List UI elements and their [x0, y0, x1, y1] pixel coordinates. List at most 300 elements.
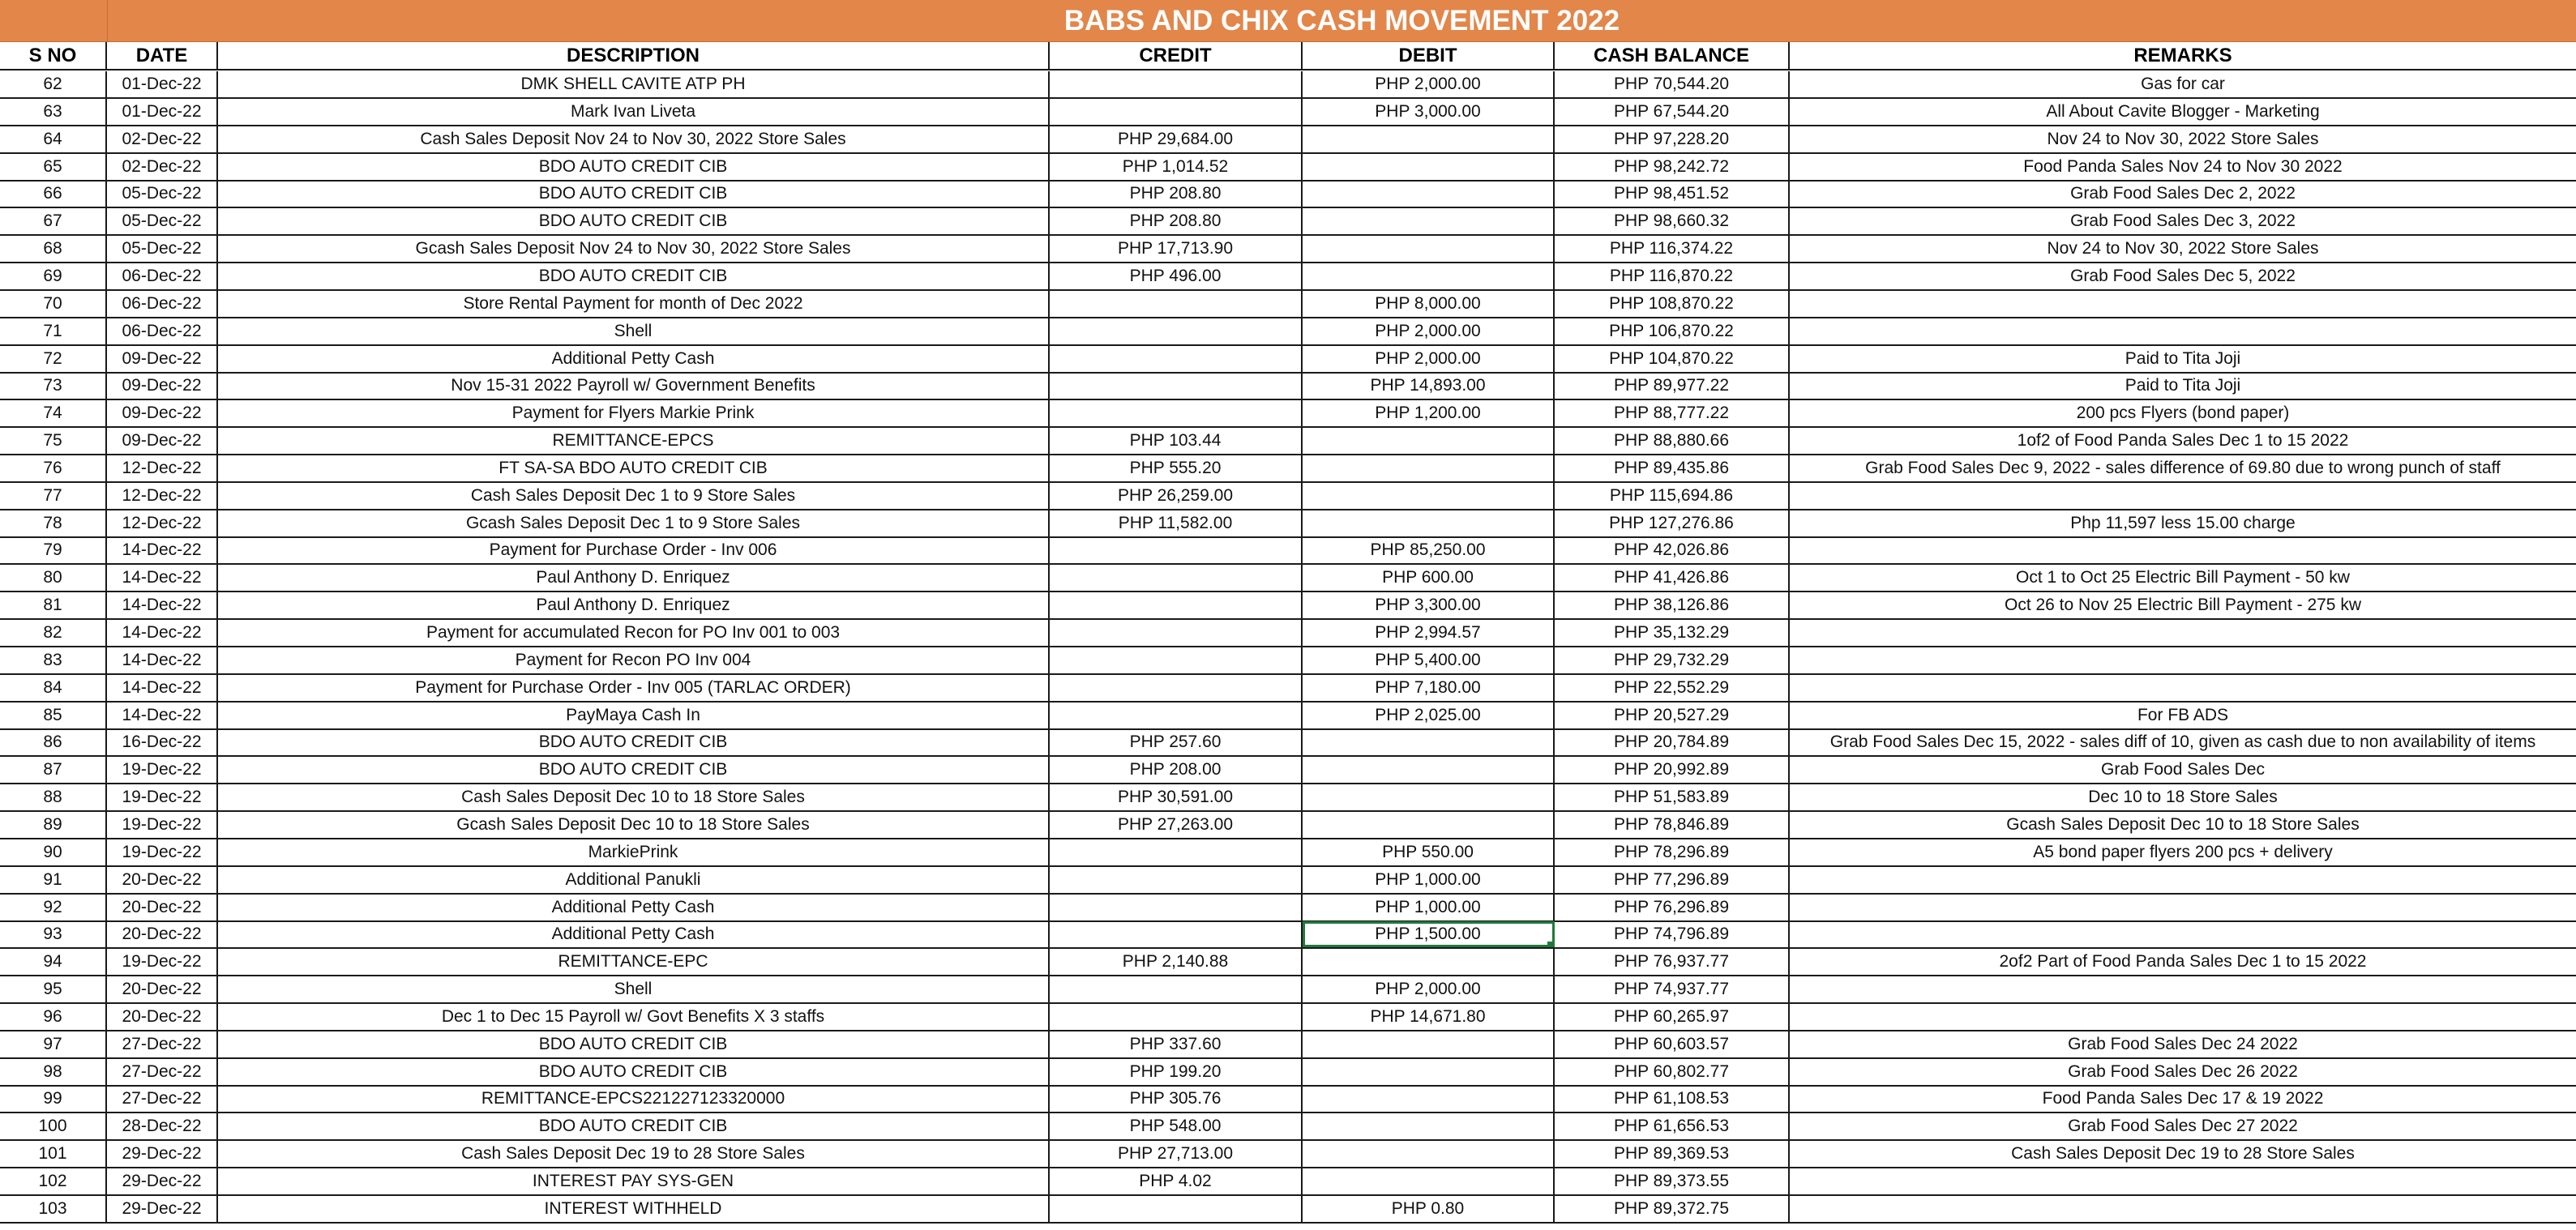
cell-date[interactable]: 27-Dec-22 [107, 1031, 218, 1057]
cell-cash-balance[interactable]: PHP 76,937.77 [1555, 949, 1790, 975]
cell-description[interactable]: Mark Ivan Liveta [218, 99, 1050, 125]
cell-date[interactable]: 14-Dec-22 [107, 537, 218, 563]
cell-date[interactable]: 06-Dec-22 [107, 318, 218, 344]
cell-remarks[interactable]: Paid to Tita Joji [2125, 348, 2241, 368]
cell-sno[interactable]: 73 [0, 373, 107, 399]
cell-description[interactable]: BDO AUTO CREDIT CIB [218, 1031, 1050, 1057]
cell-remarks[interactable]: Grab Food Sales Dec 2, 2022 [2070, 184, 2296, 203]
cell-description[interactable]: Paul Anthony D. Enriquez [218, 592, 1050, 618]
cell-credit[interactable] [1050, 921, 1303, 947]
cell-debit[interactable]: PHP 85,250.00 [1303, 537, 1555, 563]
cell-credit[interactable] [1050, 400, 1303, 426]
cell-cash-balance[interactable]: PHP 20,527.29 [1555, 703, 1790, 728]
cell-cash-balance[interactable]: PHP 104,870.22 [1555, 346, 1790, 372]
cell-debit[interactable] [1303, 757, 1555, 783]
selected-cell[interactable]: PHP 1,500.00 [1303, 921, 1555, 947]
cell-date[interactable]: 27-Dec-22 [107, 1086, 218, 1112]
cell-description[interactable]: REMITTANCE-EPC [218, 949, 1050, 975]
cell-cash-balance[interactable]: PHP 115,694.86 [1555, 483, 1790, 509]
cell-debit[interactable]: PHP 2,994.57 [1303, 620, 1555, 646]
cell-sno[interactable]: 71 [0, 318, 107, 344]
cell-remarks[interactable]: 200 pcs Flyers (bond paper) [2076, 404, 2290, 423]
cell-cash-balance[interactable]: PHP 98,451.52 [1555, 181, 1790, 207]
cell-sno[interactable]: 79 [0, 537, 107, 563]
cell-cash-balance[interactable]: PHP 88,777.22 [1555, 400, 1790, 426]
cell-cash-balance[interactable]: PHP 42,026.86 [1555, 537, 1790, 563]
cell-sno[interactable]: 77 [0, 483, 107, 509]
cell-date[interactable]: 20-Dec-22 [107, 895, 218, 920]
cell-cash-balance[interactable]: PHP 60,802.77 [1555, 1059, 1790, 1085]
header-remarks[interactable]: REMARKS [2133, 44, 2232, 66]
cell-credit[interactable] [1050, 318, 1303, 344]
cell-debit[interactable] [1303, 1141, 1555, 1167]
cell-sno[interactable]: 103 [0, 1196, 107, 1222]
cell-description[interactable]: Payment for Purchase Order - Inv 005 (TARLAC ORDER) [218, 675, 1050, 701]
cell-credit[interactable] [1050, 867, 1303, 893]
cell-description[interactable]: Nov 15-31 2022 Payroll w/ Government Benefits [218, 373, 1050, 399]
cell-date[interactable]: 01-Dec-22 [107, 71, 218, 97]
cell-debit[interactable]: PHP 2,000.00 [1303, 976, 1555, 1002]
cell-remarks[interactable]: Grab Food Sales Dec 15, 2022 - sales diff of 10, given as cash due to non availability of items [1829, 732, 2536, 752]
cell-debit[interactable] [1303, 126, 1555, 152]
cell-remarks[interactable]: Oct 26 to Nov 25 Electric Bill Payment - 275 kw [2004, 596, 2361, 615]
cell-remarks[interactable]: Cash Sales Deposit Dec 19 to 28 Store Sales [2011, 1144, 2355, 1164]
cell-cash-balance[interactable]: PHP 106,870.22 [1555, 318, 1790, 344]
cell-cash-balance[interactable]: PHP 20,784.89 [1555, 729, 1790, 755]
cell-credit[interactable]: PHP 30,591.00 [1050, 784, 1303, 810]
cell-debit[interactable] [1303, 1031, 1555, 1057]
cell-cash-balance[interactable]: PHP 116,870.22 [1555, 263, 1790, 289]
cell-date[interactable]: 09-Dec-22 [107, 346, 218, 372]
cell-sno[interactable]: 97 [0, 1031, 107, 1057]
cell-description[interactable]: Gcash Sales Deposit Nov 24 to Nov 30, 2022 Store Sales [218, 236, 1050, 262]
cell-description[interactable]: Store Rental Payment for month of Dec 2022 [218, 291, 1050, 317]
cell-date[interactable]: 05-Dec-22 [107, 236, 218, 262]
cell-remarks[interactable] [1790, 1196, 2576, 1222]
cell-remarks[interactable] [1790, 537, 2576, 563]
cell-credit[interactable]: PHP 257.60 [1050, 729, 1303, 755]
cell-debit[interactable] [1303, 510, 1555, 536]
cell-cash-balance[interactable]: PHP 60,603.57 [1555, 1031, 1790, 1057]
cell-credit[interactable] [1050, 71, 1303, 97]
cell-sno[interactable]: 74 [0, 400, 107, 426]
cell-sno[interactable]: 92 [0, 895, 107, 920]
cell-debit[interactable]: PHP 1,000.00 [1303, 895, 1555, 920]
cell-date[interactable]: 28-Dec-22 [107, 1113, 218, 1139]
cell-cash-balance[interactable]: PHP 116,374.22 [1555, 236, 1790, 262]
cell-credit[interactable]: PHP 208.80 [1050, 181, 1303, 207]
cell-date[interactable]: 06-Dec-22 [107, 263, 218, 289]
cell-debit[interactable] [1303, 1113, 1555, 1139]
cell-cash-balance[interactable]: PHP 51,583.89 [1555, 784, 1790, 810]
cell-credit[interactable] [1050, 99, 1303, 125]
cell-remarks[interactable]: Dec 10 to 18 Store Sales [2088, 788, 2278, 807]
cell-sno[interactable]: 68 [0, 236, 107, 262]
cell-date[interactable]: 06-Dec-22 [107, 291, 218, 317]
cell-remarks[interactable]: Grab Food Sales Dec 27 2022 [2068, 1117, 2298, 1136]
cell-sno[interactable]: 64 [0, 126, 107, 152]
cell-remarks[interactable] [1790, 647, 2576, 673]
cell-credit[interactable] [1050, 346, 1303, 372]
cell-cash-balance[interactable]: PHP 89,435.86 [1555, 455, 1790, 481]
cell-description[interactable]: BDO AUTO CREDIT CIB [218, 1059, 1050, 1085]
cell-cash-balance[interactable]: PHP 67,544.20 [1555, 99, 1790, 125]
cell-sno[interactable]: 76 [0, 455, 107, 481]
cell-cash-balance[interactable]: PHP 97,228.20 [1555, 126, 1790, 152]
cell-sno[interactable]: 88 [0, 784, 107, 810]
cell-date[interactable]: 12-Dec-22 [107, 483, 218, 509]
cell-debit[interactable]: PHP 600.00 [1303, 565, 1555, 591]
cell-date[interactable]: 12-Dec-22 [107, 510, 218, 536]
cell-description[interactable]: Payment for Recon PO Inv 004 [218, 647, 1050, 673]
cell-remarks[interactable] [1790, 675, 2576, 701]
cell-credit[interactable]: PHP 208.80 [1050, 208, 1303, 234]
cell-sno[interactable]: 81 [0, 592, 107, 618]
cell-debit[interactable]: PHP 2,000.00 [1303, 71, 1555, 97]
cell-remarks[interactable]: Paid to Tita Joji [2125, 376, 2241, 395]
cell-credit[interactable] [1050, 703, 1303, 728]
cell-date[interactable]: 20-Dec-22 [107, 867, 218, 893]
cell-description[interactable]: Additional Petty Cash [218, 895, 1050, 920]
cell-date[interactable]: 09-Dec-22 [107, 400, 218, 426]
cell-credit[interactable] [1050, 620, 1303, 646]
cell-date[interactable]: 20-Dec-22 [107, 976, 218, 1002]
cell-debit[interactable]: PHP 7,180.00 [1303, 675, 1555, 701]
cell-remarks[interactable]: Grab Food Sales Dec 9, 2022 - sales difference of 69.80 due to wrong punch of staff [1865, 458, 2501, 477]
cell-date[interactable]: 14-Dec-22 [107, 620, 218, 646]
cell-remarks[interactable]: Oct 1 to Oct 25 Electric Bill Payment - 50 kw [2016, 568, 2350, 587]
cell-remarks[interactable] [1790, 976, 2576, 1002]
cell-remarks[interactable]: For FB ADS [2137, 705, 2229, 724]
cell-debit[interactable]: PHP 2,000.00 [1303, 346, 1555, 372]
cell-remarks[interactable]: 1of2 of Food Panda Sales Dec 1 to 15 2022 [2017, 431, 2349, 451]
cell-credit[interactable]: PHP 199.20 [1050, 1059, 1303, 1085]
cell-description[interactable]: BDO AUTO CREDIT CIB [218, 154, 1050, 180]
cell-cash-balance[interactable]: PHP 38,126.86 [1555, 592, 1790, 618]
cell-description[interactable]: Additional Panukli [218, 867, 1050, 893]
cell-date[interactable]: 14-Dec-22 [107, 592, 218, 618]
cell-description[interactable]: FT SA-SA BDO AUTO CREDIT CIB [218, 455, 1050, 481]
header-description[interactable]: DESCRIPTION [218, 42, 1050, 69]
cell-debit[interactable] [1303, 1059, 1555, 1085]
cell-debit[interactable] [1303, 729, 1555, 755]
cell-debit[interactable]: PHP 2,025.00 [1303, 703, 1555, 728]
cell-remarks[interactable] [1790, 867, 2576, 893]
sheet-title[interactable]: BABS AND CHIX CASH MOVEMENT 2022 [1063, 4, 1620, 36]
cell-date[interactable]: 02-Dec-22 [107, 154, 218, 180]
cell-description[interactable]: Shell [218, 976, 1050, 1002]
cell-description[interactable]: REMITTANCE-EPCS221227123320000 [218, 1086, 1050, 1112]
cell-date[interactable]: 05-Dec-22 [107, 181, 218, 207]
cell-date[interactable]: 19-Dec-22 [107, 812, 218, 838]
cell-date[interactable]: 14-Dec-22 [107, 647, 218, 673]
cell-remarks[interactable]: A5 bond paper flyers 200 pcs + delivery [2033, 842, 2333, 861]
cell-debit[interactable] [1303, 181, 1555, 207]
cell-remarks[interactable]: Food Panda Sales Nov 24 to Nov 30 2022 [2023, 156, 2343, 176]
cell-remarks[interactable]: Grab Food Sales Dec 24 2022 [2068, 1034, 2298, 1053]
cell-debit[interactable]: PHP 3,300.00 [1303, 592, 1555, 618]
cell-credit[interactable]: PHP 27,713.00 [1050, 1141, 1303, 1167]
cell-cash-balance[interactable]: PHP 77,296.89 [1555, 867, 1790, 893]
cell-sno[interactable]: 62 [0, 71, 107, 97]
cell-remarks[interactable] [1790, 483, 2576, 509]
cell-sno[interactable]: 82 [0, 620, 107, 646]
cell-date[interactable]: 12-Dec-22 [107, 455, 218, 481]
cell-cash-balance[interactable]: PHP 89,373.55 [1555, 1168, 1790, 1194]
cell-description[interactable]: Shell [218, 318, 1050, 344]
cell-remarks[interactable]: Nov 24 to Nov 30, 2022 Store Sales [2047, 129, 2319, 148]
cell-sno[interactable]: 87 [0, 757, 107, 783]
cell-remarks[interactable] [1790, 1168, 2576, 1194]
cell-debit[interactable]: PHP 2,000.00 [1303, 318, 1555, 344]
cell-date[interactable]: 14-Dec-22 [107, 703, 218, 728]
cell-debit[interactable] [1303, 455, 1555, 481]
cell-credit[interactable]: PHP 17,713.90 [1050, 236, 1303, 262]
cell-credit[interactable]: PHP 4.02 [1050, 1168, 1303, 1194]
cell-credit[interactable] [1050, 675, 1303, 701]
cell-remarks[interactable]: Nov 24 to Nov 30, 2022 Store Sales [2047, 239, 2319, 258]
cell-sno[interactable]: 102 [0, 1168, 107, 1194]
cell-description[interactable]: Cash Sales Deposit Dec 10 to 18 Store Sales [218, 784, 1050, 810]
cell-remarks[interactable]: Food Panda Sales Dec 17 & 19 2022 [2042, 1089, 2324, 1108]
cell-cash-balance[interactable]: PHP 89,372.75 [1555, 1196, 1790, 1222]
cell-description[interactable]: DMK SHELL CAVITE ATP PH [218, 71, 1050, 97]
cell-debit[interactable] [1303, 1168, 1555, 1194]
cell-date[interactable]: 14-Dec-22 [107, 565, 218, 591]
cell-debit[interactable] [1303, 812, 1555, 838]
cell-debit[interactable] [1303, 1086, 1555, 1112]
cell-cash-balance[interactable]: PHP 70,544.20 [1555, 71, 1790, 97]
cell-cash-balance[interactable]: PHP 88,880.66 [1555, 428, 1790, 454]
cell-debit[interactable] [1303, 483, 1555, 509]
cell-cash-balance[interactable]: PHP 108,870.22 [1555, 291, 1790, 317]
cell-remarks[interactable]: All About Cavite Blogger - Marketing [2046, 101, 2320, 121]
cell-debit[interactable]: PHP 550.00 [1303, 839, 1555, 865]
cell-debit[interactable]: PHP 1,000.00 [1303, 867, 1555, 893]
cell-debit[interactable]: PHP 0.80 [1303, 1196, 1555, 1222]
cell-description[interactable]: Payment for Purchase Order - Inv 006 [218, 537, 1050, 563]
cell-date[interactable]: 01-Dec-22 [107, 99, 218, 125]
cell-description[interactable]: BDO AUTO CREDIT CIB [218, 757, 1050, 783]
header-date[interactable]: DATE [107, 42, 218, 69]
cell-cash-balance[interactable]: PHP 78,296.89 [1555, 839, 1790, 865]
cell-description[interactable]: Payment for accumulated Recon for PO Inv 001 to 003 [218, 620, 1050, 646]
cell-description[interactable]: BDO AUTO CREDIT CIB [218, 729, 1050, 755]
cell-debit[interactable] [1303, 154, 1555, 180]
cell-date[interactable]: 14-Dec-22 [107, 675, 218, 701]
cell-debit[interactable] [1303, 428, 1555, 454]
cell-date[interactable]: 19-Dec-22 [107, 757, 218, 783]
header-credit[interactable]: CREDIT [1050, 42, 1303, 69]
cell-sno[interactable]: 72 [0, 346, 107, 372]
cell-sno[interactable]: 63 [0, 99, 107, 125]
cell-date[interactable]: 02-Dec-22 [107, 126, 218, 152]
cell-date[interactable]: 05-Dec-22 [107, 208, 218, 234]
cell-description[interactable]: PayMaya Cash In [218, 703, 1050, 728]
cell-sno[interactable]: 91 [0, 867, 107, 893]
cell-credit[interactable]: PHP 29,684.00 [1050, 126, 1303, 152]
cell-credit[interactable] [1050, 647, 1303, 673]
cell-credit[interactable] [1050, 895, 1303, 920]
cell-credit[interactable]: PHP 11,582.00 [1050, 510, 1303, 536]
cell-sno[interactable]: 84 [0, 675, 107, 701]
cell-sno[interactable]: 93 [0, 921, 107, 947]
cell-remarks[interactable] [1790, 921, 2576, 947]
cell-debit[interactable]: PHP 8,000.00 [1303, 291, 1555, 317]
cell-description[interactable]: Payment for Flyers Markie Prink [218, 400, 1050, 426]
cell-description[interactable]: BDO AUTO CREDIT CIB [218, 208, 1050, 234]
cell-debit[interactable] [1303, 263, 1555, 289]
cell-credit[interactable]: PHP 496.00 [1050, 263, 1303, 289]
cell-debit[interactable] [1303, 208, 1555, 234]
cell-description[interactable]: Gcash Sales Deposit Dec 1 to 9 Store Sales [218, 510, 1050, 536]
cell-credit[interactable]: PHP 208.00 [1050, 757, 1303, 783]
cell-sno[interactable]: 98 [0, 1059, 107, 1085]
cell-debit[interactable] [1303, 949, 1555, 975]
cell-description[interactable]: REMITTANCE-EPCS [218, 428, 1050, 454]
cell-remarks[interactable] [1790, 1004, 2576, 1030]
cell-cash-balance[interactable]: PHP 74,937.77 [1555, 976, 1790, 1002]
cell-cash-balance[interactable]: PHP 29,732.29 [1555, 647, 1790, 673]
cell-cash-balance[interactable]: PHP 89,977.22 [1555, 373, 1790, 399]
cell-cash-balance[interactable]: PHP 76,296.89 [1555, 895, 1790, 920]
fill-handle[interactable] [1547, 942, 1554, 947]
cell-date[interactable]: 16-Dec-22 [107, 729, 218, 755]
cell-date[interactable]: 19-Dec-22 [107, 949, 218, 975]
cell-remarks[interactable] [1790, 291, 2576, 317]
cell-description[interactable]: BDO AUTO CREDIT CIB [218, 1113, 1050, 1139]
cell-credit[interactable] [1050, 1004, 1303, 1030]
cell-sno[interactable]: 94 [0, 949, 107, 975]
cell-sno[interactable]: 100 [0, 1113, 107, 1139]
cell-sno[interactable]: 96 [0, 1004, 107, 1030]
header-debit[interactable]: DEBIT [1303, 42, 1555, 69]
cell-description[interactable]: Cash Sales Deposit Dec 19 to 28 Store Sales [218, 1141, 1050, 1167]
cell-cash-balance[interactable]: PHP 20,992.89 [1555, 757, 1790, 783]
cell-remarks[interactable]: Grab Food Sales Dec 26 2022 [2068, 1061, 2298, 1081]
cell-sno[interactable]: 90 [0, 839, 107, 865]
cell-description[interactable]: INTEREST PAY SYS-GEN [218, 1168, 1050, 1194]
cell-description[interactable]: Cash Sales Deposit Nov 24 to Nov 30, 2022 Store Sales [218, 126, 1050, 152]
cell-credit[interactable] [1050, 1196, 1303, 1222]
cell-date[interactable]: 29-Dec-22 [107, 1141, 218, 1167]
cell-remarks[interactable]: Php 11,597 less 15.00 charge [2070, 513, 2296, 532]
cell-sno[interactable]: 65 [0, 154, 107, 180]
cell-description[interactable]: BDO AUTO CREDIT CIB [218, 181, 1050, 207]
cell-cash-balance[interactable]: PHP 98,660.32 [1555, 208, 1790, 234]
cell-sno[interactable]: 89 [0, 812, 107, 838]
cell-sno[interactable]: 83 [0, 647, 107, 673]
cell-sno[interactable]: 85 [0, 703, 107, 728]
cell-cash-balance[interactable]: PHP 89,369.53 [1555, 1141, 1790, 1167]
cell-remarks[interactable]: Gcash Sales Deposit Dec 10 to 18 Store Sales [2006, 814, 2360, 834]
cell-date[interactable]: 27-Dec-22 [107, 1059, 218, 1085]
cell-credit[interactable]: PHP 305.76 [1050, 1086, 1303, 1112]
header-cash-balance[interactable]: CASH BALANCE [1555, 42, 1790, 69]
cell-credit[interactable] [1050, 565, 1303, 591]
cell-date[interactable]: 29-Dec-22 [107, 1168, 218, 1194]
cell-debit[interactable]: PHP 3,000.00 [1303, 99, 1555, 125]
cell-credit[interactable]: PHP 26,259.00 [1050, 483, 1303, 509]
cell-debit[interactable] [1303, 236, 1555, 262]
cell-sno[interactable]: 75 [0, 428, 107, 454]
cell-date[interactable]: 19-Dec-22 [107, 784, 218, 810]
cell-credit[interactable]: PHP 548.00 [1050, 1113, 1303, 1139]
cell-description[interactable]: Additional Petty Cash [218, 921, 1050, 947]
cell-debit[interactable]: PHP 5,400.00 [1303, 647, 1555, 673]
cell-description[interactable]: BDO AUTO CREDIT CIB [218, 263, 1050, 289]
cell-description[interactable]: Additional Petty Cash [218, 346, 1050, 372]
cell-credit[interactable]: PHP 2,140.88 [1050, 949, 1303, 975]
cell-remarks[interactable]: Grab Food Sales Dec 3, 2022 [2070, 211, 2296, 231]
cell-sno[interactable]: 99 [0, 1086, 107, 1112]
cell-credit[interactable]: PHP 337.60 [1050, 1031, 1303, 1057]
cell-credit[interactable]: PHP 555.20 [1050, 455, 1303, 481]
cell-credit[interactable] [1050, 373, 1303, 399]
cell-cash-balance[interactable]: PHP 22,552.29 [1555, 675, 1790, 701]
cell-credit[interactable] [1050, 839, 1303, 865]
cell-date[interactable]: 29-Dec-22 [107, 1196, 218, 1222]
cell-sno[interactable]: 69 [0, 263, 107, 289]
cell-date[interactable]: 09-Dec-22 [107, 373, 218, 399]
cell-cash-balance[interactable]: PHP 60,265.97 [1555, 1004, 1790, 1030]
cell-debit[interactable]: PHP 1,200.00 [1303, 400, 1555, 426]
cell-debit[interactable]: PHP 14,893.00 [1303, 373, 1555, 399]
cell-remarks[interactable] [1790, 620, 2576, 646]
cell-description[interactable]: Cash Sales Deposit Dec 1 to 9 Store Sales [218, 483, 1050, 509]
cell-credit[interactable]: PHP 1,014.52 [1050, 154, 1303, 180]
header-sno[interactable]: S NO [0, 42, 107, 69]
cell-cash-balance[interactable]: PHP 61,108.53 [1555, 1086, 1790, 1112]
cell-description[interactable]: Paul Anthony D. Enriquez [218, 565, 1050, 591]
cell-date[interactable]: 20-Dec-22 [107, 1004, 218, 1030]
cell-sno[interactable]: 101 [0, 1141, 107, 1167]
cell-cash-balance[interactable]: PHP 61,656.53 [1555, 1113, 1790, 1139]
cell-credit[interactable] [1050, 537, 1303, 563]
cell-debit[interactable] [1303, 784, 1555, 810]
cell-cash-balance[interactable]: PHP 74,796.89 [1555, 921, 1790, 947]
cell-credit[interactable] [1050, 592, 1303, 618]
cell-credit[interactable]: PHP 103.44 [1050, 428, 1303, 454]
cell-credit[interactable] [1050, 291, 1303, 317]
cell-cash-balance[interactable]: PHP 41,426.86 [1555, 565, 1790, 591]
cell-sno[interactable]: 78 [0, 510, 107, 536]
title-bar[interactable] [0, 0, 2576, 42]
cell-cash-balance[interactable]: PHP 98,242.72 [1555, 154, 1790, 180]
cell-remarks[interactable]: 2of2 Part of Food Panda Sales Dec 1 to 15 2022 [1999, 952, 2367, 972]
cell-sno[interactable]: 86 [0, 729, 107, 755]
cell-date[interactable]: 20-Dec-22 [107, 921, 218, 947]
cell-description[interactable]: Dec 1 to Dec 15 Payroll w/ Govt Benefits X 3 staffs [218, 1004, 1050, 1030]
cell-remarks[interactable]: Grab Food Sales Dec [2101, 760, 2265, 779]
cell-remarks[interactable] [1790, 895, 2576, 920]
cell-remarks[interactable]: Grab Food Sales Dec 5, 2022 [2070, 266, 2296, 285]
cell-description[interactable]: INTEREST WITHHELD [218, 1196, 1050, 1222]
cell-cash-balance[interactable]: PHP 127,276.86 [1555, 510, 1790, 536]
cell-sno[interactable]: 95 [0, 976, 107, 1002]
cell-credit[interactable] [1050, 976, 1303, 1002]
cell-date[interactable]: 09-Dec-22 [107, 428, 218, 454]
cell-sno[interactable]: 66 [0, 181, 107, 207]
cell-sno[interactable]: 67 [0, 208, 107, 234]
cell-date[interactable]: 19-Dec-22 [107, 839, 218, 865]
cell-debit[interactable]: PHP 14,671.80 [1303, 1004, 1555, 1030]
cell-description[interactable]: Gcash Sales Deposit Dec 10 to 18 Store Sales [218, 812, 1050, 838]
cell-remarks[interactable] [1790, 318, 2576, 344]
cell-cash-balance[interactable]: PHP 78,846.89 [1555, 812, 1790, 838]
cell-credit[interactable]: PHP 27,263.00 [1050, 812, 1303, 838]
cell-sno[interactable]: 80 [0, 565, 107, 591]
